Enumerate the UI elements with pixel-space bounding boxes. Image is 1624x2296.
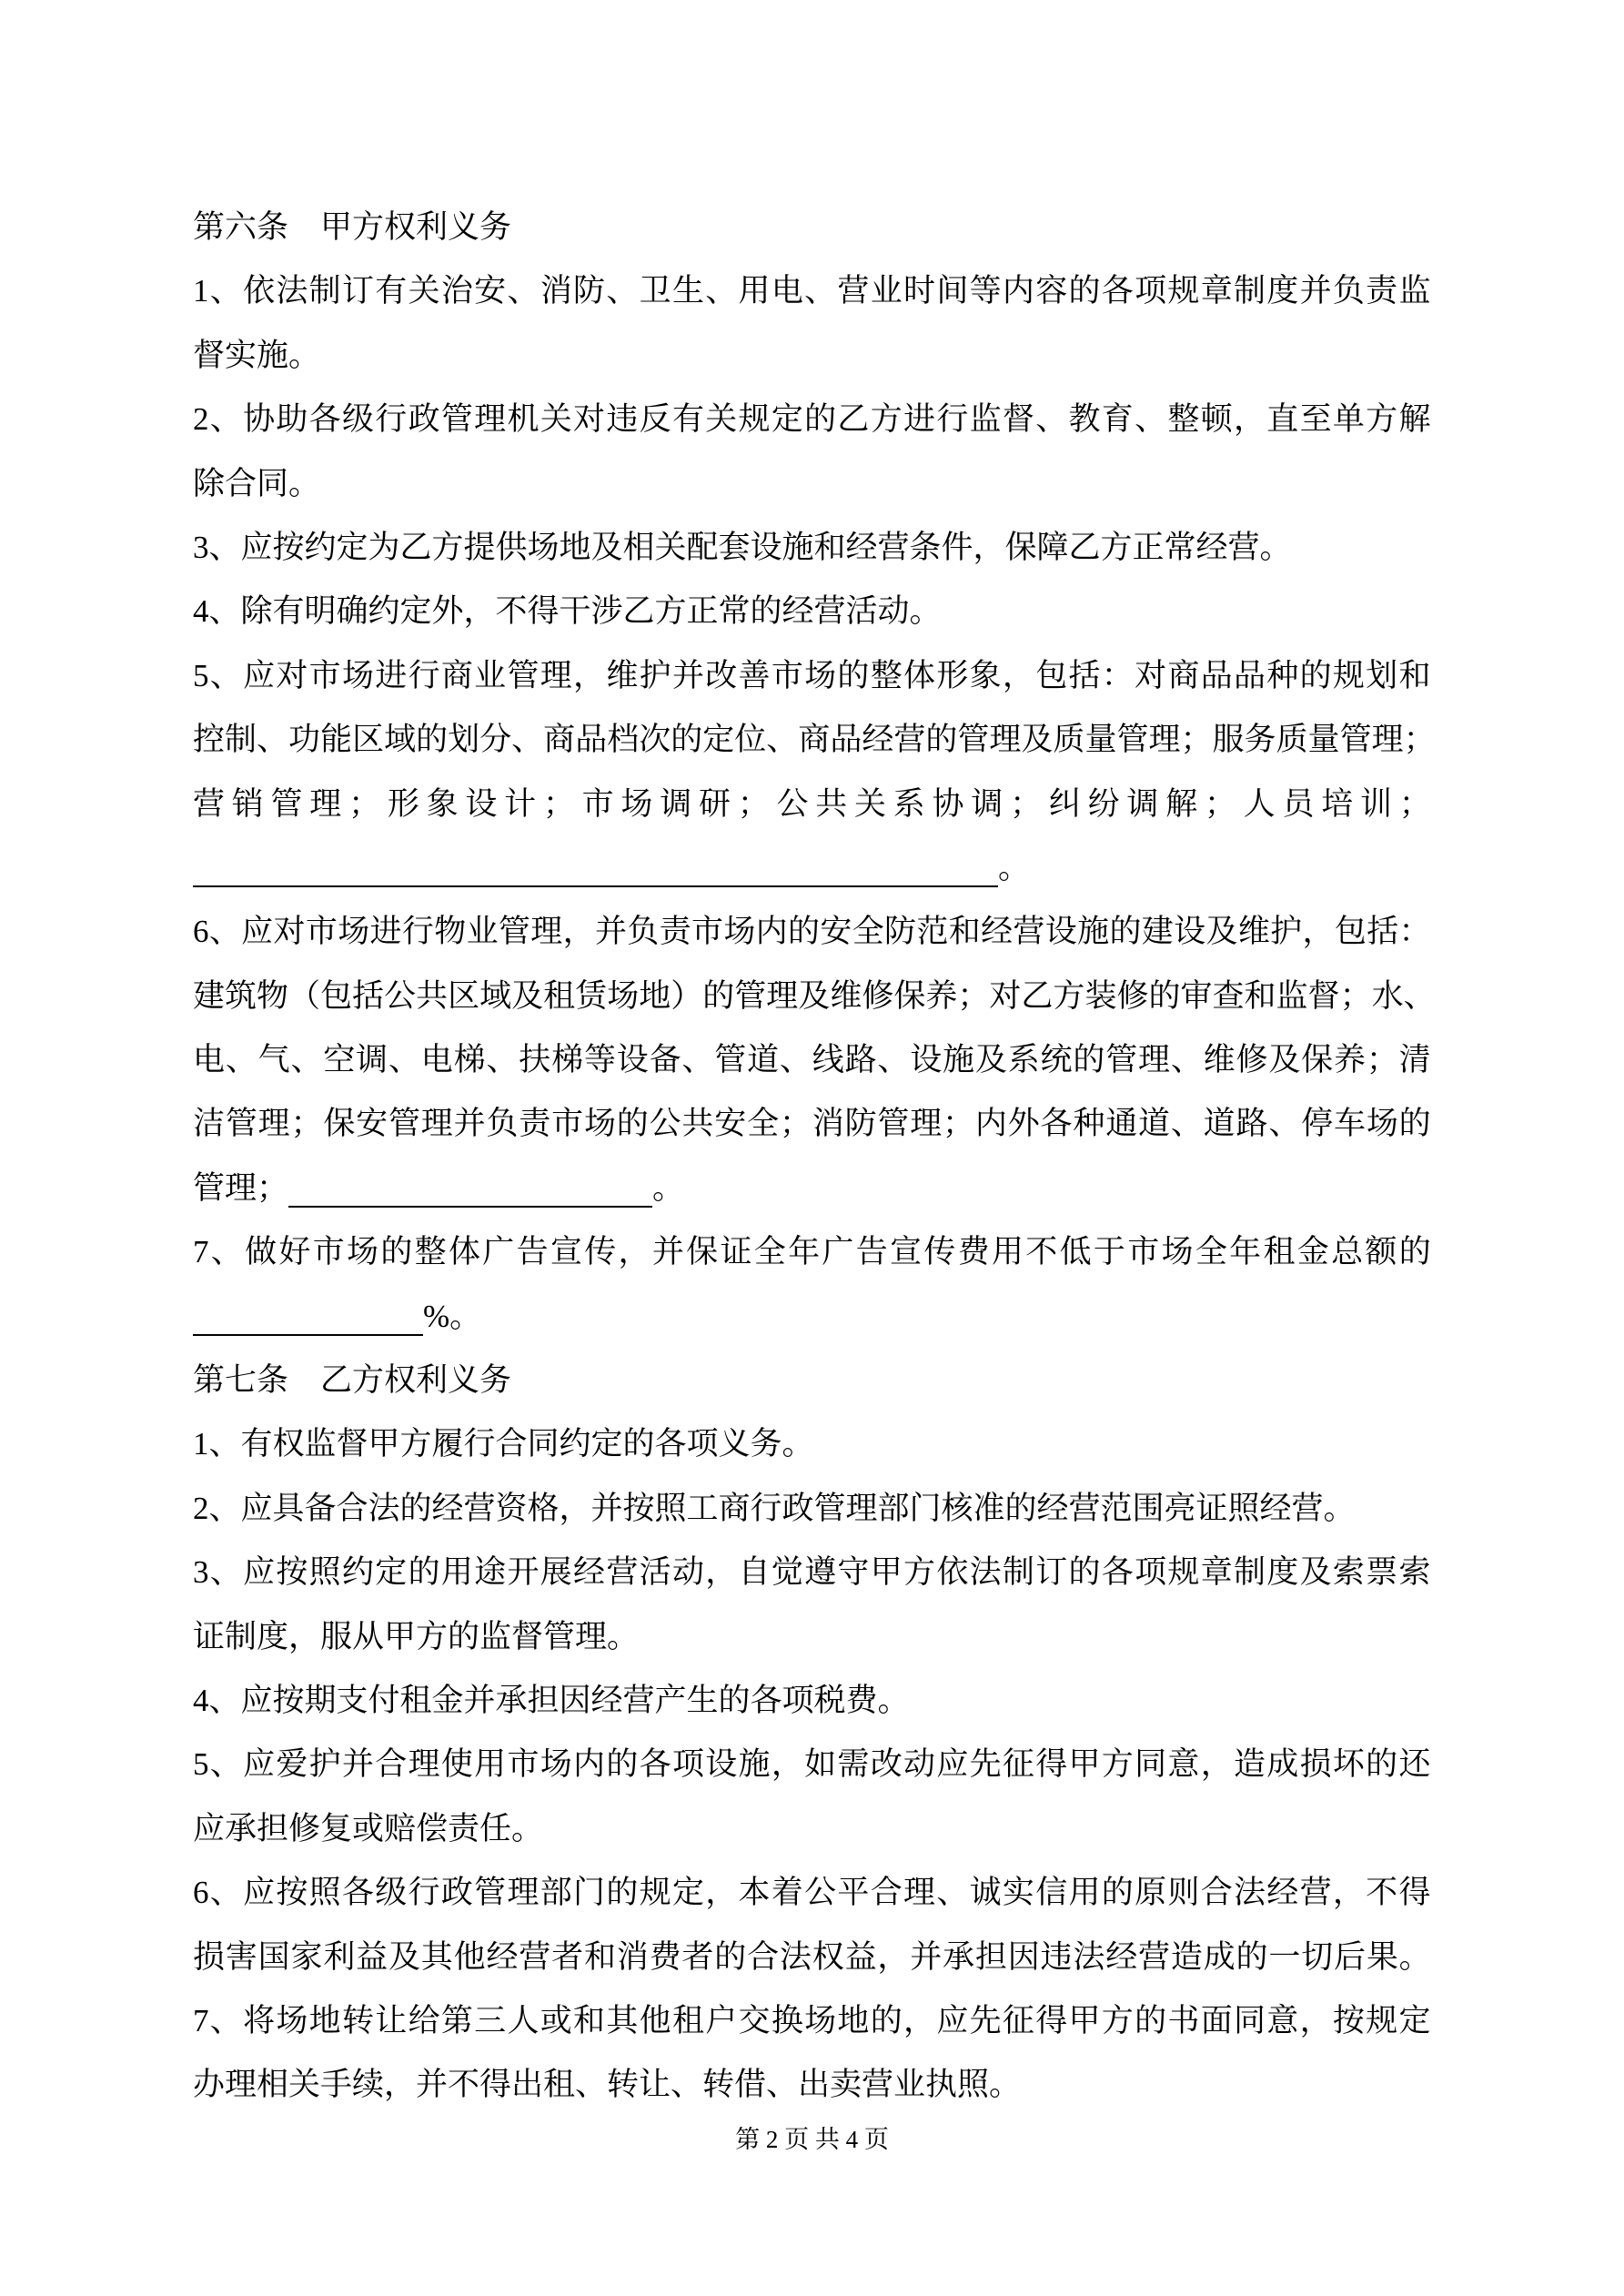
fill-in-blank-underline [193, 884, 998, 887]
page-number: 第 2 页 共 4 页 [735, 2126, 889, 2153]
text-run: 2、应具备合法的经营资格，并按照工商行政管理部门核准的经营范围亮证照经营。 [193, 1490, 1356, 1526]
text-run: 。 [652, 1169, 685, 1206]
text-run: 4、除有明确约定外，不得干涉乙方正常的经营活动。 [193, 593, 942, 630]
fill-in-blank-underline [288, 1204, 652, 1208]
article-6-item-5-line-1: 5 、 应 对 市 场 进 行 商 业 管 理 ， 维 护 并 改 善 市 场 的 整 体 形 象 ， 包 括 ： 对 商 品 品 种 的 规 划 和 [193, 657, 1431, 693]
article-7-item-7-line-1: 7 、 将 场 地 转 让 给 第 三 人 或 和 其 他 租 户 交 换 场 地 的 ， 应 先 征 得 甲 方 的 书 面 同 意 ， 按 规 定 [193, 2002, 1431, 2038]
text-run: 除合同。 [193, 465, 321, 501]
page-footer [0, 2127, 1624, 2154]
article-6-item-1-line-1: 1 、 依 法 制 订 有 关 治 安 、 消 防 、 卫 生 、 用 电 、 营 业 时 间 等 内 容 的 各 项 规 章 制 度 并 负 责 监 [193, 273, 1431, 309]
article-7-item-5-line-2 [193, 1797, 1431, 1861]
article-7-item-5-line-1: 5 、 应 爱 护 并 合 理 使 用 市 场 内 的 各 项 设 施 ， 如 需 改 动 应 先 征 得 甲 方 同 意 ， 造 成 损 坏 的 还 [193, 1746, 1431, 1783]
text-run: 4、应按期支付租金并承担因经营产生的各项税费。 [193, 1682, 910, 1718]
article-7-item-6-line-1: 6 、 应 按 照 各 级 行 政 管 理 部 门 的 规 定 ， 本 着 公 平 合 理 、 诚 实 信 用 的 原 则 合 法 经 营 ， 不 得 [193, 1875, 1431, 1911]
article-7-item-3-line-2 [193, 1605, 1431, 1669]
article-6-item-3 [193, 516, 1431, 580]
article-7-item-2 [193, 1477, 1431, 1541]
article-6-item-7-line-1: 7 、 做 好 市 场 的 整 体 广 告 宣 传 ， 并 保 证 全 年 广 告 宣 传 费 用 不 低 于 市 场 全 年 租 金 总 额 的 [193, 1234, 1431, 1270]
article-6-item-5-line-2: 控 制 、 功 能 区 域 的 划 分 、 商 品 档 次 的 定 位 、 商 品 经 营 的 管 理 及 质 量 管 理 ； 服 务 质 量 管 理 ； [193, 722, 1436, 758]
text-run: 管理； [193, 1169, 289, 1206]
text-run: 第七条 乙方权利义务 [193, 1362, 512, 1399]
article-7-item-6-line-2: 损 害 国 家 利 益 及 其 他 经 营 者 和 消 费 者 的 合 法 权 益 ， 并 承 担 因 违 法 经 营 造 成 的 一 切 后 果 。 [193, 1938, 1431, 1975]
text-run: 1、有权监督甲方履行合同约定的各项义务。 [193, 1426, 814, 1462]
article-6-item-1-line-2 [193, 324, 1431, 388]
article-6-item-2-line-1: 2 、 协 助 各 级 行 政 管 理 机 关 对 违 反 有 关 规 定 的 乙 方 进 行 监 督 、 教 育 、 整 顿 ， 直 至 单 方 解 [193, 401, 1431, 438]
article-6-item-6-line-1: 6 、 应 对 市 场 进 行 物 业 管 理 ， 并 负 责 市 场 内 的 安 全 防 范 和 经 营 设 施 的 建 设 及 维 护 ， 包 括 ： [193, 914, 1431, 950]
article-7-item-1 [193, 1412, 1431, 1476]
text-run: 证制度，服从甲方的监督管理。 [193, 1618, 640, 1654]
article-7-item-7-line-2 [193, 2053, 1431, 2117]
text-run: %。 [423, 1298, 482, 1334]
article-6-heading [193, 196, 1431, 259]
article-6-item-6-line-2: 建 筑 物 （ 包 括 公 共 区 域 及 租 赁 场 地 ） 的 管 理 及 维 修 保 养 ； 对 乙 方 装 修 的 审 查 和 监 督 ； 水 、 [193, 977, 1436, 1014]
text-run: 督实施。 [193, 337, 321, 373]
article-7-heading [193, 1349, 1431, 1412]
text-run: 应承担修复或赔偿责任。 [193, 1810, 544, 1846]
text-run: 3、应按约定为乙方提供场地及相关配套设施和经营条件，保障乙方正常经营。 [193, 529, 1292, 565]
article-6-item-6-line-3: 电 、 气 、 空 调 、 电 梯 、 扶 梯 等 设 备 、 管 道 、 线 路 、 设 施 及 系 统 的 管 理 、 维 修 及 保 养 ； 清 [193, 1042, 1431, 1078]
article-7-item-3-line-1: 3 、 应 按 照 约 定 的 用 途 开 展 经 营 活 动 ， 自 觉 遵 守 甲 方 依 法 制 订 的 各 项 规 章 制 度 及 索 票 索 [193, 1554, 1431, 1591]
article-6-item-6-line-5 [193, 1157, 1431, 1220]
article-6-item-5-blank-line [193, 836, 1431, 900]
article-6-item-5-line-3: 营 销 管 理 ； 形 象 设 计 ； 市 场 调 研 ； 公 共 关 系 协 调 ； 纠 纷 调 解 ； 人 员 培 训 ； [193, 785, 1431, 822]
text-run: 。 [998, 849, 1031, 885]
text-run: 第六条 甲方权利义务 [193, 209, 512, 245]
article-6-item-4 [193, 580, 1431, 643]
fill-in-blank-underline [193, 1332, 423, 1336]
article-7-item-4 [193, 1669, 1431, 1733]
text-run: 办理相关手续，并不得出租、转让、转借、出卖营业执照。 [193, 2067, 1022, 2103]
article-6-item-6-line-4: 洁 管 理 ； 保 安 管 理 并 负 责 市 场 的 公 共 安 全 ； 消 防 管 理 ； 内 外 各 种 通 道 、 道 路 、 停 车 场 的 [193, 1106, 1431, 1142]
article-6-item-2-line-2 [193, 452, 1431, 516]
document-body [193, 196, 1436, 2118]
article-6-item-7-line-2 [193, 1285, 1431, 1349]
